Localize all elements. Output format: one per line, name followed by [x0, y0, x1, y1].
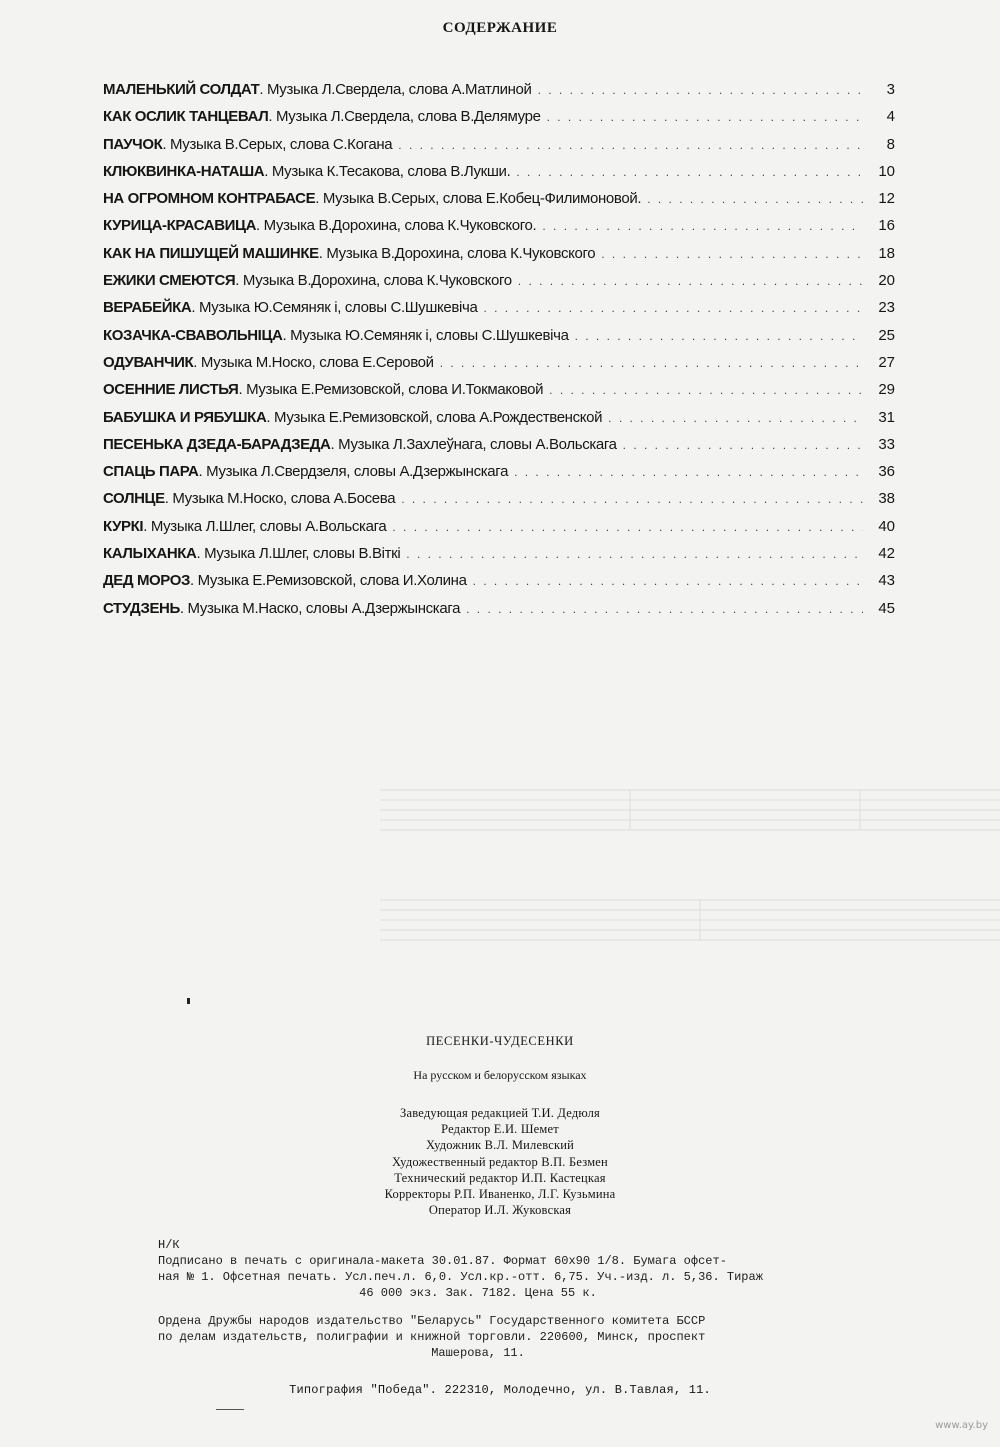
credit-line: Заведующая редакцией Т.И. Дедюля	[400, 1106, 600, 1120]
dot-leader	[398, 132, 863, 159]
toc-entry	[103, 103, 895, 130]
dot-leader	[623, 432, 863, 459]
page-number: 43	[878, 572, 895, 590]
toc-entry	[103, 513, 895, 540]
page-number: 45	[878, 599, 895, 617]
page-number: 10	[878, 162, 895, 180]
toc-entry	[103, 212, 895, 239]
toc-entry	[103, 567, 895, 594]
dot-leader	[483, 295, 863, 322]
page-number: 12	[878, 190, 895, 208]
song-title: КОЗАЧКА-СВАВОЛЬНІЦА	[103, 326, 283, 344]
dot-leader	[549, 377, 863, 404]
page-number: 31	[878, 408, 895, 426]
toc-entry	[103, 294, 895, 321]
toc-entry	[103, 185, 895, 212]
song-title: ДЕД МОРОЗ	[103, 572, 190, 590]
song-credits: . Музыка В.Серых, слова Е.Кобец-Филимоновой.	[315, 190, 642, 208]
page-number: 18	[878, 244, 895, 262]
dot-leader	[575, 323, 863, 350]
publisher-line: Машерова, 11.	[431, 1346, 525, 1360]
song-title: МАЛЕНЬКИЙ СОЛДАТ	[103, 81, 260, 98]
credit-line: Корректоры Р.П. Иваненко, Л.Г. Кузьмина	[384, 1187, 616, 1202]
imprint-block	[0, 1034, 1000, 1218]
toc-entry-text	[103, 103, 541, 130]
toc-entry-text	[103, 294, 477, 321]
dot-leader	[547, 104, 863, 131]
toc-entry-text	[103, 485, 395, 512]
song-title: ОСЕННИЕ ЛИСТЬЯ	[103, 381, 239, 399]
dot-leader	[518, 268, 863, 295]
ink-line	[216, 1409, 244, 1410]
toc-entry-text	[103, 404, 602, 431]
song-title: ПЕСЕНЬКА ДЗЕДА-БАРАДЗЕДА	[103, 435, 331, 453]
dot-leader	[392, 514, 863, 541]
credit-line: Художник В.Л. Милевский	[425, 1138, 575, 1153]
ink-mark	[187, 998, 190, 1004]
song-title: КАК НА ПИШУЩЕЙ МАШИНКЕ	[103, 244, 319, 262]
toc-entry	[103, 376, 895, 403]
song-credits: . Музыка Л.Свердзеля, словы А.Дзержынскага	[198, 463, 509, 481]
print-specs	[158, 1253, 798, 1301]
print-specs-line: 46 000 экз. Зак. 7182. Цена 55 к.	[359, 1286, 597, 1300]
toc-entry-text	[103, 513, 386, 540]
page-number: 27	[878, 353, 895, 371]
dot-leader	[542, 213, 863, 240]
publisher-info	[158, 1313, 798, 1361]
toc-entry	[103, 158, 895, 185]
page-number: 38	[878, 490, 895, 508]
toc-entry	[103, 458, 895, 485]
publisher-line: Ордена Дружбы народов издательство "Беларусь" Государственного комитета БССР	[158, 1314, 706, 1328]
song-credits: . Музыка Е.Ремизовской, слова И.Токмаковой	[238, 381, 544, 399]
toc-entry-text	[103, 322, 569, 349]
song-credits: . Музыка В.Серых, слова С.Когана	[162, 135, 393, 153]
table-of-contents	[103, 76, 895, 622]
page-number: 33	[878, 435, 895, 453]
toc-entry	[103, 595, 895, 622]
toc-entry	[103, 322, 895, 349]
publisher-line: по делам издательств, полиграфии и книжной торговли. 220600, Минск, проспект	[158, 1330, 706, 1344]
dot-leader	[608, 405, 863, 432]
toc-entry	[103, 431, 895, 458]
toc-entry-text	[103, 431, 617, 458]
toc-entry-text	[103, 567, 467, 594]
song-title: ПАУЧОК	[103, 135, 163, 153]
song-title: ЕЖИКИ СМЕЮТСЯ	[103, 272, 236, 290]
page-number: 36	[878, 463, 895, 481]
toc-entry-text	[103, 240, 595, 267]
toc-entry	[103, 349, 895, 376]
song-credits: . Музыка Л.Свердела, слова А.Матлиной	[259, 81, 532, 98]
toc-entry	[103, 540, 895, 567]
song-title: КУРИЦА-КРАСАВИЦА	[103, 217, 257, 235]
toc-entry-text	[103, 376, 543, 403]
dot-leader	[514, 459, 863, 486]
toc-entry-text	[103, 540, 400, 567]
toc-entry-text	[103, 349, 434, 376]
song-credits: . Музыка М.Носко, слова А.Босева	[164, 490, 396, 508]
song-credits: . Музыка Е.Ремизовской, слова И.Холина	[189, 572, 467, 590]
song-title: ВЕРАБЕЙКА	[103, 299, 192, 317]
song-credits: . Музыка М.Наско, словы А.Дзержынскага	[179, 599, 461, 617]
page-number: 4	[886, 108, 895, 126]
credit-line: Оператор И.Л. Жуковская	[428, 1203, 572, 1218]
credit-line: Технический редактор И.П. Кастецкая	[394, 1170, 606, 1185]
song-credits: . Музыка К.Тесакова, слова В.Лукши.	[264, 162, 511, 180]
print-specs-line: Подписано в печать с оригинала-макета 30.01.87. Формат 60х90 1/8. Бумага офсет-	[158, 1254, 727, 1268]
song-credits: . Музыка В.Дорохина, слова К.Чуковского.	[256, 217, 537, 235]
dot-leader	[473, 568, 863, 595]
dot-leader	[601, 241, 863, 268]
toc-entry	[103, 404, 895, 431]
song-title: СТУДЗЕНЬ	[103, 599, 180, 617]
page-number: 8	[886, 135, 895, 153]
toc-entry	[103, 76, 895, 103]
printing-house: Типография "Победа". 222310, Молодечно, ул. В.Тавлая, 11.	[289, 1383, 711, 1397]
page-number: 25	[878, 326, 895, 344]
song-title: СОЛНЦЕ	[103, 490, 165, 508]
code-label: Н/К	[158, 1238, 180, 1252]
song-title: БАБУШКА И РЯБУШКА	[103, 408, 267, 426]
dot-leader	[440, 350, 863, 377]
print-specs-line: ная № 1. Офсетная печать. Усл.печ.л. 6,0. Усл.кр.-отт. 6,75. Уч.-изд. л. 5,36. Тираж	[158, 1270, 763, 1284]
credit-line: Редактор Е.И. Шемет	[441, 1122, 559, 1137]
toc-entry-text	[103, 212, 536, 239]
song-title: КАК ОСЛИК ТАНЦЕВАЛ	[103, 108, 269, 126]
page-number: 3	[886, 81, 895, 98]
page-number: 29	[878, 381, 895, 399]
technical-details	[158, 1237, 798, 1373]
toc-entry-text	[103, 595, 460, 622]
languages-note: На русском и белорусском языках	[413, 1068, 587, 1082]
toc-entry	[103, 267, 895, 294]
toc-entry-text	[103, 76, 532, 103]
toc-entry-text	[103, 185, 641, 212]
credit-line: Художественный редактор В.П. Безмен	[392, 1154, 608, 1169]
toc-entry-text	[103, 267, 512, 294]
song-title: СПАЦЬ ПАРА	[103, 463, 199, 481]
song-credits: . Музыка Ю.Семяняк і, словы С.Шушкевіча	[191, 299, 478, 317]
song-title: КАЛЫХАНКА	[103, 545, 197, 563]
dot-leader	[516, 159, 863, 186]
toc-entry-text	[103, 131, 392, 158]
song-credits: . Музыка В.Дорохина, слова К.Чуковского	[235, 272, 512, 290]
toc-entry	[103, 240, 895, 267]
page-number: 20	[878, 272, 895, 290]
song-credits: . Музыка В.Дорохина, слова К.Чуковского	[318, 244, 596, 262]
song-credits: . Музыка Ю.Семяняк і, словы С.Шушкевіча	[282, 326, 569, 344]
toc-entry	[103, 131, 895, 158]
toc-entry	[103, 485, 895, 512]
toc-entry-text	[103, 458, 508, 485]
song-credits: . Музыка Л.Шлег, словы А.Вольскага	[143, 517, 387, 535]
watermark: www.ay.by	[935, 1420, 988, 1431]
song-title: КЛЮКВИНКА-НАТАША	[103, 162, 265, 180]
dot-leader	[406, 541, 863, 568]
dot-leader	[401, 486, 863, 513]
credits-list	[0, 1105, 1000, 1218]
song-credits: . Музыка Е.Ремизовской, слова А.Рождественской	[266, 408, 603, 426]
page-number: 16	[878, 217, 895, 235]
song-title: КУРКІ	[103, 517, 144, 535]
page-number: 40	[878, 517, 895, 535]
dot-leader	[538, 77, 863, 104]
song-credits: . Музыка Л.Захлеўнага, словы А.Вольскага	[330, 435, 617, 453]
dot-leader	[466, 596, 863, 623]
toc-heading: СОДЕРЖАНИЕ	[442, 20, 558, 36]
song-credits: . Музыка Л.Свердела, слова В.Делямуре	[268, 108, 541, 126]
book-title: ПЕСЕНКИ-ЧУДЕСЕНКИ	[426, 1034, 574, 1048]
page-number: 23	[878, 299, 895, 317]
toc-entry-text	[103, 158, 510, 185]
song-credits: . Музыка Л.Шлег, словы В.Віткі	[196, 545, 401, 563]
song-credits: . Музыка М.Носко, слова Е.Серовой	[193, 353, 434, 371]
song-title: ОДУВАНЧИК	[103, 353, 194, 371]
dot-leader	[647, 186, 863, 213]
page-number: 42	[878, 545, 895, 563]
song-title: НА ОГРОМНОМ КОНТРАБАСЕ	[103, 190, 316, 208]
